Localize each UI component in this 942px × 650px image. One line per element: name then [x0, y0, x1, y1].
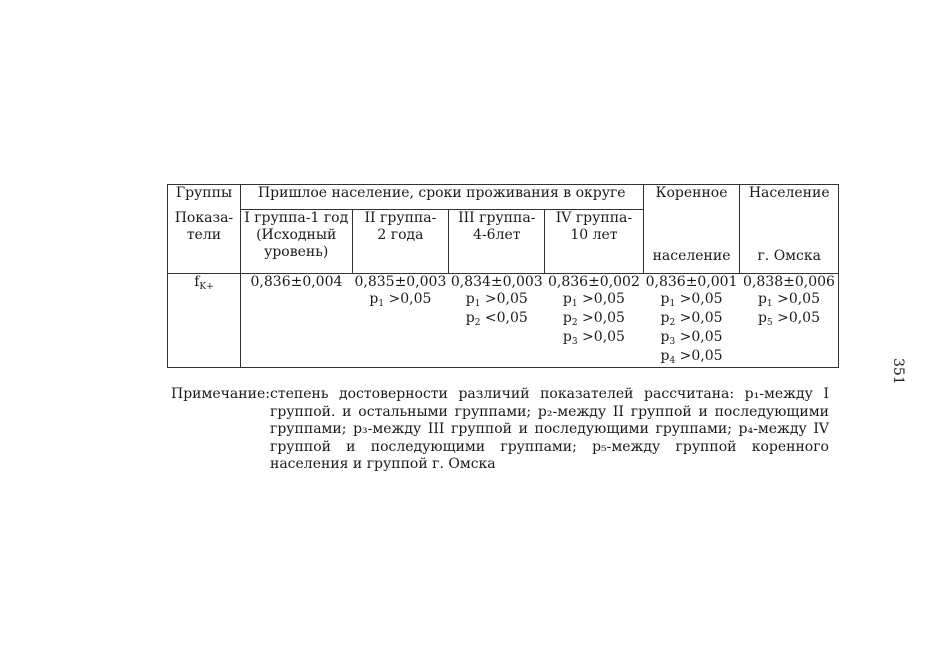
- cell-value: 0,836±0,004: [250, 273, 343, 290]
- footnote-label: Примечание:: [171, 386, 270, 402]
- header-omsk-top: Население: [740, 185, 839, 210]
- header-group-1: I группа-1 год (Исходный уровень): [240, 210, 352, 274]
- p-value-line: $p_1 >0,05$: [660, 290, 723, 309]
- cell-value: 0,836±0,002: [547, 273, 640, 290]
- cell-native: [643, 273, 740, 367]
- cell-group-4: [545, 273, 643, 367]
- p-value-line: $p_1 >0,05$: [465, 290, 528, 309]
- cell-group-2: [352, 273, 449, 367]
- p-value-line: $p_2 >0,05$: [562, 309, 625, 328]
- footnote-text: степень достоверности различий показателей рассчитана: p₁-между I группой. и остальными группами; p₂-между II группой и последующими группами; p₃-между III группой и последующими группами; p₄-между IV группой и последующими группами; p₅-между группой коренного населения и группой г. Омска: [270, 386, 829, 472]
- results-table: [167, 184, 839, 368]
- cell-group-3: [449, 273, 545, 367]
- row-label-subscript: K+: [199, 281, 214, 292]
- header-group-2: II группа- 2 года: [352, 210, 449, 274]
- header-migrant-population: Пришлое население, сроки проживания в округе: [240, 185, 643, 210]
- cell-value: 0,836±0,001: [645, 273, 738, 290]
- header-native-bottom: население: [643, 210, 740, 274]
- p-value-line: $p_2 <0,05$: [465, 309, 528, 328]
- p-value-line: $p_4 >0,05$: [660, 347, 723, 366]
- p-value-line: $p_1 >0,05$: [562, 290, 625, 309]
- cell-value: 0,835±0,003: [354, 273, 447, 290]
- cell-group-1: [240, 273, 352, 367]
- row-label-fk: [168, 273, 241, 367]
- p-value-line: $p_1 >0,05$: [757, 290, 820, 309]
- p-value-line: $p_2 >0,05$: [660, 309, 723, 328]
- header-indicators: Показа- тели: [168, 210, 241, 274]
- cell-value: 0,834±0,003: [450, 273, 543, 290]
- header-group-4: IV группа- 10 лет: [545, 210, 643, 274]
- p-value-line: $p_5 >0,05$: [757, 309, 820, 328]
- p-value-line: $p_1 >0,05$: [369, 290, 432, 309]
- p-value-line: $p_3 >0,05$: [660, 328, 723, 347]
- header-omsk-bottom: г. Омска: [740, 210, 839, 274]
- cell-omsk: [740, 273, 839, 367]
- cell-value: 0,838±0,006: [743, 273, 835, 290]
- header-native-top: Коренное: [643, 185, 740, 210]
- p-value-line: $p_3 >0,05$: [562, 328, 625, 347]
- header-group-3: III группа- 4-6лет: [449, 210, 545, 274]
- row-label-text: f: [194, 273, 200, 290]
- header-groups: Группы: [168, 185, 241, 210]
- page-number: 351: [890, 358, 906, 385]
